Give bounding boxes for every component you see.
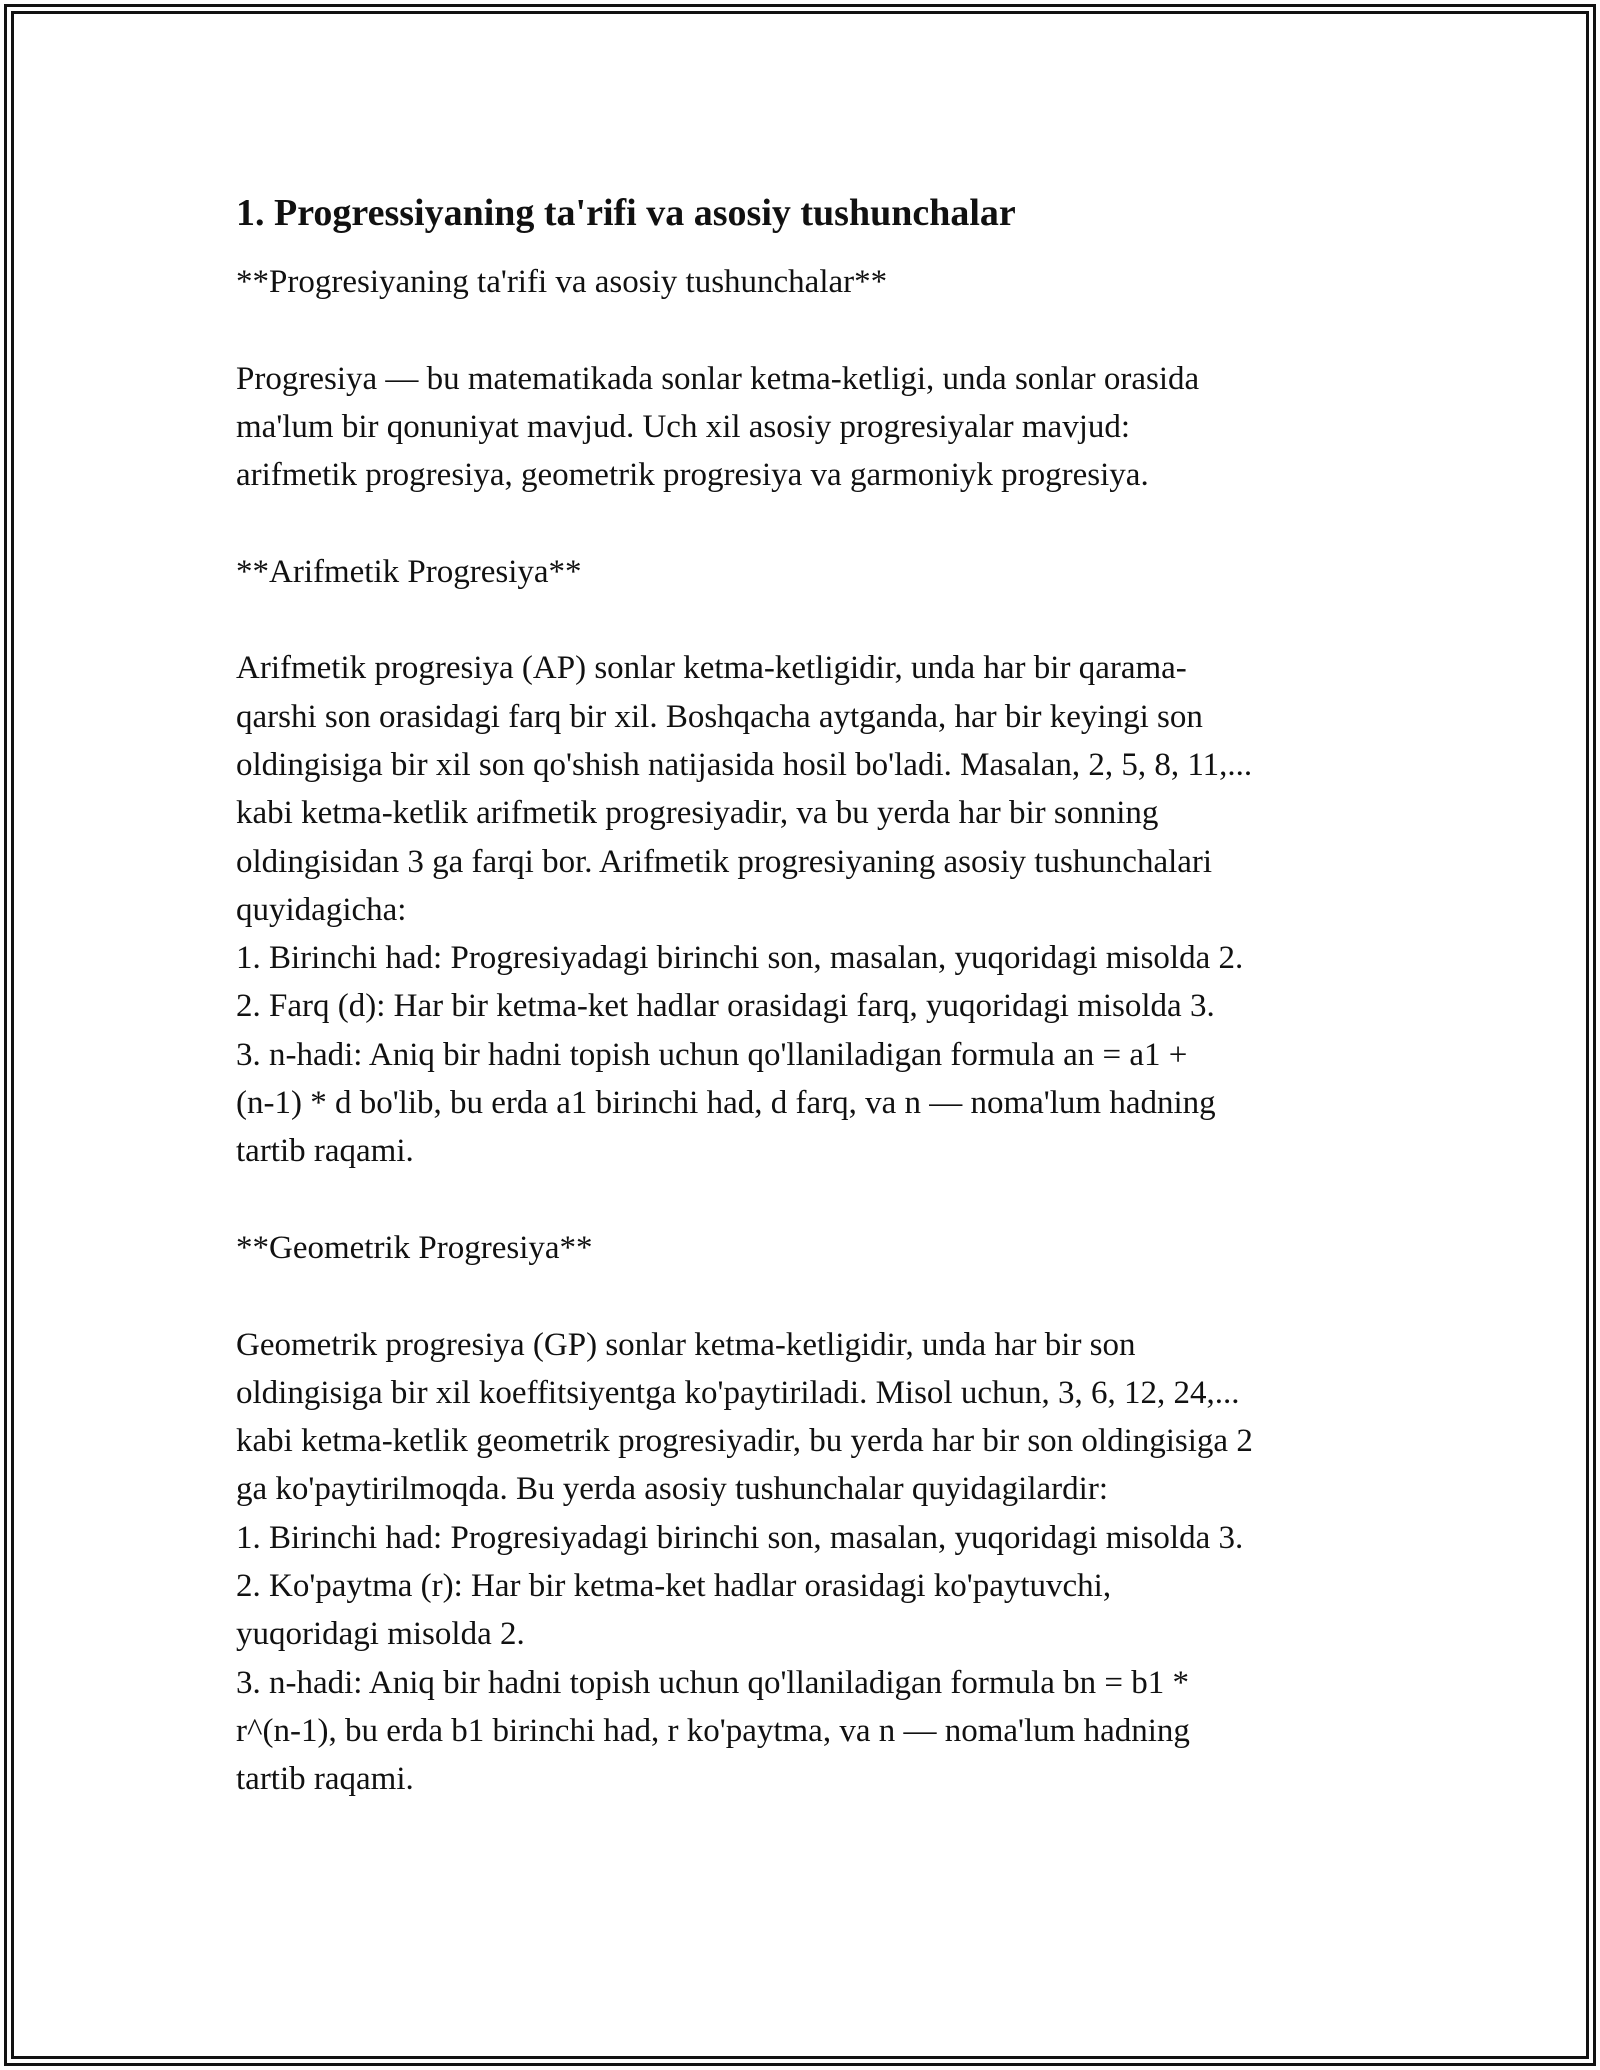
document-content	[236, 186, 1386, 1804]
document-title: 1. Progressiyaning ta'rifi va asosiy tushunchalar	[236, 192, 1016, 234]
document-body: **Progresiyaning ta'rifi va asosiy tushunchalar** Progresiya — bu matematikada sonlar ketma-ketligi, unda sonlar orasida ma'lum bir qonuniyat mavjud. Uch xil asosiy progresiyalar mavjud: arifmetik progresiya, geometrik progresiya va garmoniyk progresiya. **Arifmetik Progresiya** Arifmetik progresiya (AP) sonlar ketma-ketligidir, unda har bir qarama- qarshi son orasidagi farq bir xil. Boshqacha aytganda, har bir keyingi son oldingisiga bir xil son qo'shish natijasida hosil bo'ladi. Masalan, 2, 5, 8, 11,... kabi ketma-ketlik arifmetik progresiyadir, va bu yerda har bir sonning oldingisidan 3 ga farqi bor. Arifmetik progresiyaning asosiy tushunchalari quyidagicha: 1. Birinchi had: Progresiyadagi birinchi son, masalan, yuqoridagi misolda 2. 2. Farq (d): Har bir ketma-ket hadlar orasidagi farq, yuqoridagi misolda 3. 3. n-hadi: Aniq bir hadni topish uchun qo'llaniladigan formula an = a1 + (n-1) * d bo'lib, bu erda a1 birinchi had, d farq, va n — noma'lum hadning tartib raqami. **Geometrik Progresiya** Geometrik progresiya (GP) sonlar ketma-ketligidir, unda har bir son oldingisiga bir xil koeffitsiyentga ko'paytiriladi. Misol uchun, 3, 6, 12, 24,... kabi ketma-ketlik geometrik progresiyadir, bu yerda har bir son oldingisiga 2 ga ko'paytirilmoqda. Bu yerda asosiy tushunchalar quyidagilardir: 1. Birinchi had: Progresiyadagi birinchi son, masalan, yuqoridagi misolda 3. 2. Ko'paytma (r): Har bir ketma-ket hadlar orasidagi ko'paytuvchi, yuqoridagi misolda 2. 3. n-hadi: Aniq bir hadni topish uchun qo'llaniladigan formula bn = b1 * r^(n-1), bu erda b1 birinchi had, r ko'paytma, va n — noma'lum hadning tartib raqami.	[236, 264, 1253, 1798]
